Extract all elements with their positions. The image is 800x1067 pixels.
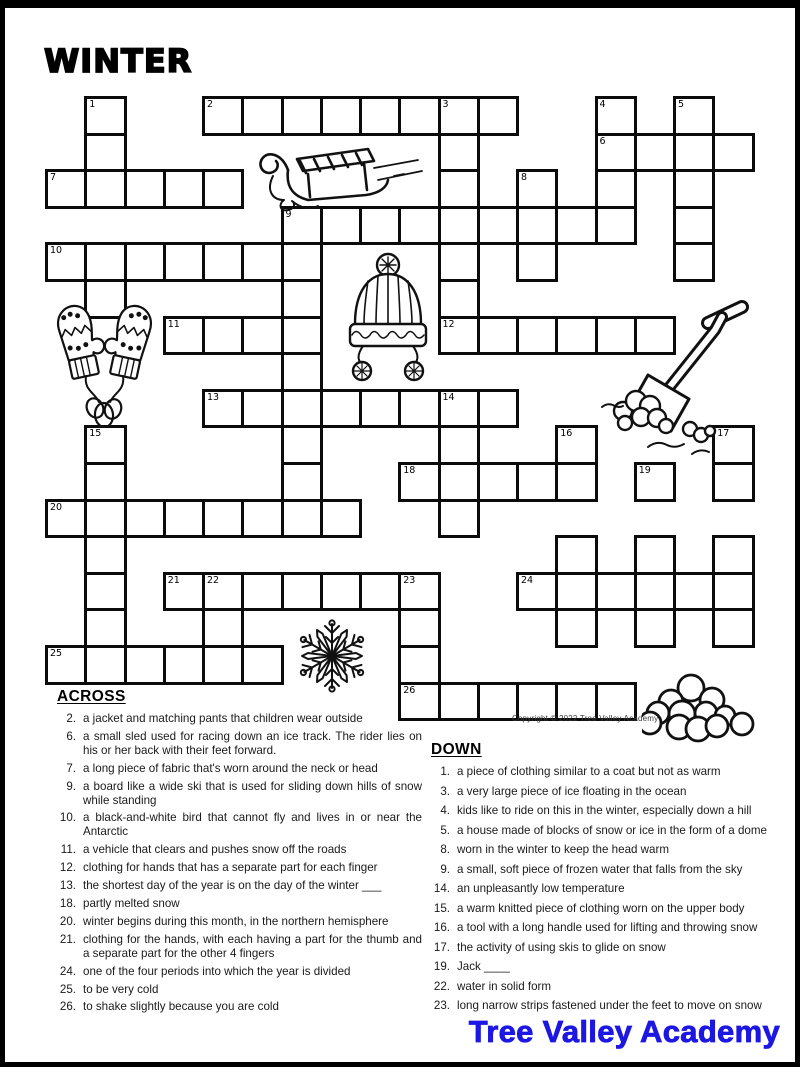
cell-number: 8 — [521, 172, 528, 184]
clue-number: 18. — [59, 896, 76, 910]
snow-shovel-icon — [596, 290, 766, 465]
across-clue — [50, 780, 422, 808]
grid-cell — [241, 645, 283, 685]
cell-number: 18 — [403, 465, 416, 476]
grid-cell — [398, 389, 440, 429]
grid-cell — [281, 389, 323, 429]
clue-number: 11. — [60, 843, 76, 857]
clue-text: one of the four periods into which the year is divided — [83, 964, 351, 978]
grid-cell — [438, 316, 480, 356]
cell-number: 22 — [207, 574, 220, 586]
cell-number: 6 — [599, 135, 606, 147]
grid-cell — [241, 389, 283, 429]
grid-cell — [124, 169, 166, 209]
down-section — [424, 741, 788, 1019]
clue-number: 10. — [59, 811, 76, 825]
grid-cell — [673, 169, 715, 209]
clue-number: 15. — [433, 901, 450, 915]
grid-cell — [202, 499, 244, 539]
across-clue — [50, 897, 422, 911]
grid-cell — [124, 645, 166, 685]
down-clue — [424, 882, 788, 896]
down-clue — [424, 941, 788, 955]
grid-cell — [438, 682, 480, 722]
clue-text: a black-and-white bird that cannot fly and lives in or near the Antarctic — [83, 811, 422, 839]
grid-cell — [163, 169, 205, 209]
grid-cell — [555, 316, 597, 356]
clue-number: 22. — [433, 979, 450, 993]
across-clue — [50, 965, 422, 979]
grid-cell — [84, 462, 126, 502]
clue-text: a board like a wide ski that is used for sliding down hills of snow while standing — [83, 779, 422, 807]
clue-text: a piece of clothing similar to a coat but not as warm — [457, 765, 721, 778]
down-clue — [424, 921, 788, 935]
cell-number: 9 — [285, 208, 292, 220]
grid-cell — [477, 389, 519, 429]
across-clue — [50, 915, 422, 929]
clue-text: clothing for the hands, with each having a part for the thumb and a separate part for the other 4 fingers — [83, 932, 422, 960]
cell-number: 26 — [403, 684, 416, 696]
across-clue — [50, 1000, 422, 1014]
grid-cell — [595, 169, 637, 209]
grid-cell — [163, 499, 205, 539]
clue-number: 6. — [66, 729, 76, 743]
down-clue — [424, 863, 788, 877]
grid-cell — [281, 316, 323, 356]
cell-number: 10 — [50, 245, 63, 257]
grid-cell — [163, 242, 205, 282]
clue-text: to be very cold — [83, 982, 159, 996]
grid-cell — [281, 242, 323, 282]
grid-cell — [477, 96, 519, 136]
cell-number: 13 — [207, 391, 220, 403]
grid-cell — [281, 462, 323, 502]
across-clue — [50, 762, 422, 776]
grid-cell — [673, 133, 715, 173]
clue-number: 21. — [59, 932, 76, 946]
cell-number: 5 — [678, 99, 685, 110]
grid-cell — [281, 279, 323, 319]
clue-number: 5. — [440, 823, 450, 837]
grid-cell — [555, 206, 597, 246]
down-clue — [424, 980, 788, 994]
grid-cell — [202, 169, 244, 209]
grid-cell — [712, 608, 754, 648]
grid-cell — [555, 425, 597, 465]
grid-cell — [84, 535, 126, 575]
grid-cell — [634, 462, 676, 502]
cell-number: 25 — [50, 648, 63, 659]
grid-cell — [241, 316, 283, 356]
clue-text: to shake slightly because you are cold — [83, 1000, 279, 1014]
clue-text: a small, soft piece of frozen water that falls from the sky — [457, 862, 743, 876]
grid-cell — [45, 499, 87, 539]
across-clue — [50, 843, 422, 857]
copyright-text: Copyright © 2022 Tree Valley Academy — [512, 714, 659, 723]
grid-cell — [673, 242, 715, 282]
grid-cell — [163, 572, 205, 612]
grid-cell — [202, 608, 244, 648]
clue-text: a long piece of fabric that's worn around the neck or head — [83, 761, 378, 775]
grid-cell — [320, 389, 362, 429]
down-clue — [424, 902, 788, 916]
grid-cell — [673, 572, 715, 612]
grid-cell — [202, 389, 244, 429]
down-clue — [424, 960, 788, 974]
grid-cell — [555, 572, 597, 612]
grid-cell — [84, 645, 126, 685]
grid-cell — [634, 133, 676, 173]
cell-number: 1 — [89, 99, 96, 110]
clue-text: the activity of using skis to glide on snow — [457, 940, 666, 954]
mittens-icon — [42, 296, 167, 428]
grid-cell — [241, 242, 283, 282]
clue-number: 9. — [440, 862, 450, 876]
grid-cell — [45, 169, 87, 209]
grid-cell — [202, 316, 244, 356]
clue-text: water in solid form — [457, 979, 552, 993]
grid-cell — [320, 572, 362, 612]
grid-cell — [45, 242, 87, 282]
winter-hat-icon — [338, 250, 438, 382]
brand-footer: Tree Valley Academy — [468, 1014, 780, 1049]
grid-cell — [281, 425, 323, 465]
cell-number: 11 — [167, 318, 180, 330]
grid-cell — [477, 206, 519, 246]
grid-cell — [320, 499, 362, 539]
across-clue — [50, 983, 422, 997]
grid-cell — [712, 133, 754, 173]
clue-number: 14. — [433, 882, 450, 895]
grid-cell — [712, 462, 754, 502]
grid-cell — [595, 572, 637, 612]
clue-text: worn in the winter to keep the head warm — [457, 843, 670, 856]
cell-number: 23 — [403, 574, 416, 586]
cell-number: 7 — [50, 172, 57, 184]
grid-cell — [438, 425, 480, 465]
grid-cell — [84, 608, 126, 648]
grid-cell — [438, 133, 480, 173]
across-section — [50, 688, 422, 1018]
clue-number: 24. — [59, 964, 76, 978]
clue-number: 1. — [440, 765, 450, 778]
clue-number: 4. — [440, 804, 450, 817]
grid-cell — [516, 242, 558, 282]
clue-number: 23. — [433, 999, 450, 1012]
grid-cell — [281, 572, 323, 612]
cell-number: 20 — [50, 501, 63, 513]
clue-number: 17. — [433, 940, 450, 954]
clue-text: a very large piece of ice floating in the ocean — [457, 784, 687, 798]
grid-cell — [555, 608, 597, 648]
clue-text: a small sled used for racing down an ice track. The rider lies on his or her back with their feet forward. — [83, 729, 422, 757]
clue-text: winter begins during this month, in the northern hemisphere — [83, 914, 389, 928]
grid-cell — [673, 206, 715, 246]
grid-cell — [84, 499, 126, 539]
grid-cell — [438, 96, 480, 136]
snowball-pile-icon — [642, 662, 760, 744]
grid-cell — [438, 389, 480, 429]
grid-cell — [516, 169, 558, 209]
cell-number: 24 — [521, 574, 534, 586]
grid-cell — [84, 133, 126, 173]
cell-number: 21 — [167, 574, 180, 586]
grid-cell — [281, 499, 323, 539]
clue-number: 9. — [66, 779, 76, 793]
across-clue — [50, 879, 422, 893]
across-clue — [50, 730, 422, 758]
grid-cell — [712, 572, 754, 612]
grid-cell — [398, 645, 440, 685]
grid-cell — [595, 133, 637, 173]
clue-number: 8. — [440, 843, 450, 856]
down-header: DOWN — [431, 741, 482, 758]
grid-cell — [359, 572, 401, 612]
clue-number: 16. — [433, 921, 450, 934]
clue-number: 7. — [66, 761, 76, 775]
grid-cell — [202, 645, 244, 685]
down-clue — [424, 824, 788, 838]
grid-cell — [398, 608, 440, 648]
cell-number: 19 — [638, 465, 651, 476]
clue-text: a vehicle that clears and pushes snow off the roads — [83, 843, 347, 857]
grid-cell — [124, 499, 166, 539]
clue-text: a warm knitted piece of clothing worn on the upper body — [457, 901, 745, 915]
cell-number: 15 — [89, 428, 102, 440]
grid-cell — [634, 572, 676, 612]
clue-text: a house made of blocks of snow or ice in the form of a dome — [457, 823, 767, 837]
clue-text: kids like to ride on this in the winter, especially down a hill — [457, 804, 752, 817]
clue-text: the shortest day of the year is on the day of the winter ___ — [83, 879, 382, 893]
across-clue — [50, 811, 422, 839]
grid-cell — [163, 645, 205, 685]
grid-cell — [241, 572, 283, 612]
grid-cell — [398, 572, 440, 612]
down-clue — [424, 999, 788, 1013]
grid-cell — [163, 316, 205, 356]
grid-cell — [241, 499, 283, 539]
grid-cell — [45, 645, 87, 685]
sled-icon — [248, 130, 433, 230]
down-clue-list — [424, 765, 788, 1013]
clue-number: 12. — [59, 861, 76, 875]
grid-cell — [516, 316, 558, 356]
grid-cell — [84, 96, 126, 136]
grid-cell — [84, 242, 126, 282]
cell-number: 17 — [717, 428, 730, 440]
clue-text: a jacket and matching pants that children wear outside — [83, 712, 363, 725]
grid-cell — [84, 169, 126, 209]
grid-cell — [516, 462, 558, 502]
grid-cell — [712, 535, 754, 575]
grid-cell — [634, 535, 676, 575]
grid-cell — [595, 96, 637, 136]
grid-cell — [634, 608, 676, 648]
snowflake-icon — [292, 616, 372, 696]
cell-number: 12 — [442, 318, 455, 330]
grid-cell — [281, 352, 323, 392]
clue-number: 25. — [59, 982, 76, 996]
clue-number: 3. — [440, 784, 450, 798]
across-clue — [50, 861, 422, 875]
clue-text: an unpleasantly low temperature — [457, 882, 625, 895]
grid-cell — [438, 462, 480, 502]
clue-text: clothing for hands that has a separate part for each finger — [83, 861, 378, 875]
cell-number: 16 — [560, 428, 573, 440]
page-title: WINTER — [44, 42, 193, 80]
clue-number: 2. — [66, 712, 76, 725]
grid-cell — [516, 572, 558, 612]
cell-number: 3 — [442, 99, 449, 110]
grid-cell — [84, 425, 126, 465]
grid-cell — [477, 462, 519, 502]
across-clue-list — [50, 712, 422, 1014]
grid-cell — [438, 169, 480, 209]
grid-cell — [438, 499, 480, 539]
cell-number: 14 — [442, 391, 455, 403]
grid-cell — [438, 206, 480, 246]
grid-cell — [202, 242, 244, 282]
grid-cell — [516, 206, 558, 246]
grid-cell — [84, 572, 126, 612]
grid-cell — [202, 96, 244, 136]
down-clue — [424, 785, 788, 799]
across-clue — [50, 712, 422, 726]
across-header: ACROSS — [57, 688, 126, 705]
grid-cell — [555, 462, 597, 502]
grid-cell — [673, 96, 715, 136]
cell-number: 2 — [207, 99, 214, 110]
grid-cell — [438, 279, 480, 319]
cell-number: 4 — [599, 99, 606, 110]
grid-cell — [477, 316, 519, 356]
clue-number: 26. — [59, 1000, 76, 1014]
down-clue — [424, 843, 788, 857]
grid-cell — [555, 535, 597, 575]
clue-number: 13. — [59, 879, 76, 893]
down-clue — [424, 765, 788, 779]
grid-cell — [124, 242, 166, 282]
down-clue — [424, 804, 788, 818]
clue-text: long narrow strips fastened under the feet to move on snow — [457, 999, 762, 1012]
clue-number: 20. — [59, 914, 76, 928]
grid-cell — [438, 242, 480, 282]
clue-number: 19. — [433, 960, 450, 973]
clue-text: partly melted snow — [83, 896, 180, 910]
grid-cell — [398, 462, 440, 502]
grid-cell — [359, 389, 401, 429]
grid-cell — [202, 572, 244, 612]
across-clue — [50, 933, 422, 961]
clue-text: a tool with a long handle used for lifting and throwing snow — [457, 921, 758, 934]
clue-text: Jack ____ — [457, 960, 510, 973]
grid-cell — [595, 206, 637, 246]
